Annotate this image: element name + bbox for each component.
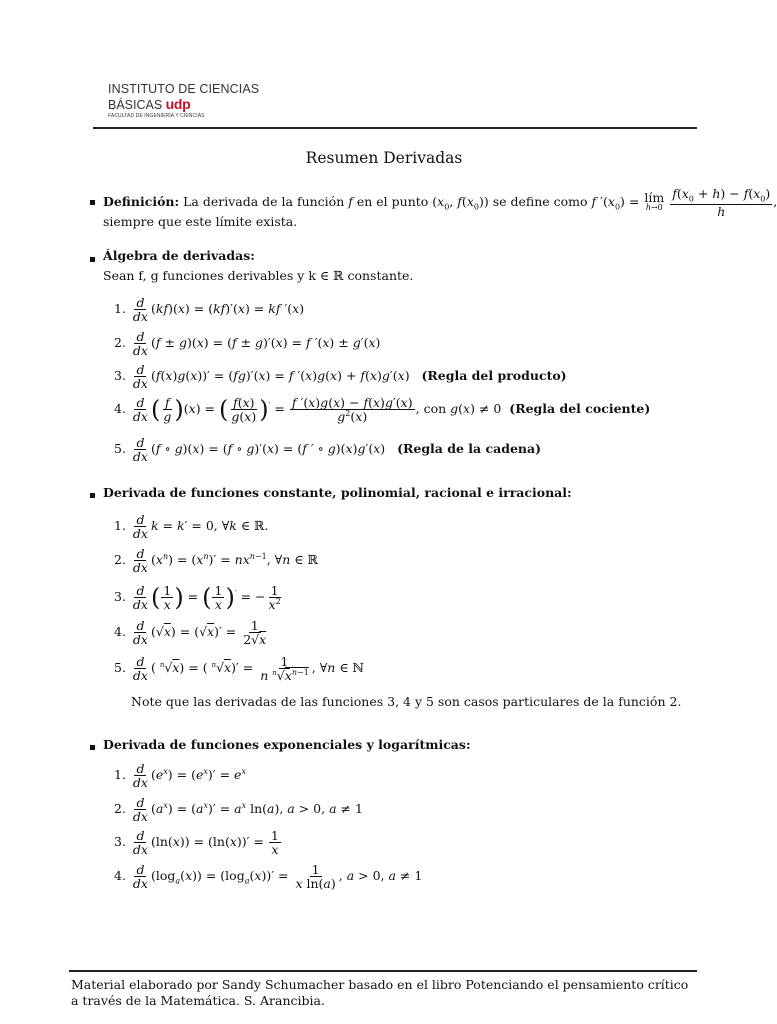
page-title: Resumen Derivadas [305,149,463,167]
udp-logo: udp [165,96,191,112]
institute-logo-line2: BÁSICAS udp [108,96,191,112]
item-number: 5. [114,660,126,676]
exponential-item-1: 1. $\frac{d}{dx}$ $(e^x) = (e^x)' = e^x$ [114,761,246,791]
item-number: 3. [114,368,126,384]
algebra-item-2: 2. $\frac{d}{dx}$ (f ± g)(x) = (f ± g)′(x) = f ′(x) ± g′(x) [114,329,381,359]
item-number: 2. [114,801,126,817]
item-number: 5. [114,441,126,457]
item-number: 2. [114,552,126,568]
algebra-item-1: 1. $\frac{d}{dx}$ (kf)(x) = (kf)′(x) = kf ′(x) [114,295,305,325]
definition-line: Definición: La derivada de la función f en el punto ($x_0$, $f(x_0)$) se define como f $'(x_0)$ = lím h→0 $\frac{f(x_0 + h) - f(x_0)}{h}$ , [103,186,777,219]
item-number: 1. [114,767,126,783]
definition-text-b: en el punto [356,194,429,209]
exponential-item-3: 3. $\frac{d}{dx}$ (ln(x)) = (ln(x))′ = $\frac{1}{x}$ [114,828,279,858]
bullet-icon [90,257,95,262]
definition-text-a: La derivada de la función [183,194,345,209]
polynomial-item-4: 4. $\frac{d}{dx}$ (√x) = (√x)′ = $\frac{1}{2√x}$ [114,618,267,648]
item-number: 4. [114,401,126,417]
algebra-heading: Álgebra de derivadas: [103,248,255,263]
bullet-icon [90,200,95,205]
item-number: 1. [114,518,126,534]
bullet-icon [90,745,95,750]
header-rule [93,127,697,129]
polynomial-item-1: 1. $\frac{d}{dx}$ k = k′ = 0, ∀k ∈ ℝ. [114,512,269,542]
footer-rule [69,970,697,972]
item-number: 4. [114,624,126,640]
institute-logo-line1: INSTITUTO DE CIENCIAS [108,82,260,96]
item-number: 2. [114,335,126,351]
chain-rule-label: (Regla de la cadena) [397,441,542,457]
algebra-item-3: 3. $\frac{d}{dx}$ (f(x)g(x))′ = (fg)′(x) = f ′(x)g(x) + f(x)g′(x) (Regla del producto) [114,362,567,392]
product-rule-label: (Regla del producto) [421,368,567,384]
footer-note: Material elaborado por Sandy Schumacher basado en el libro Potenciando el pensamiento crítico a través de la Matemática. S. Arancibia. [71,977,689,1008]
exponential-item-2: 2. $\frac{d}{dx}$ $(a^x) = (a^x)' = a^x$ ln(a), a > 0, a ≠ 1 [114,795,363,825]
algebra-intro: Sean f, g funciones derivables y k ∈ ℝ constante. [103,268,414,283]
item-number: 3. [114,589,126,605]
bullet-icon [90,493,95,498]
definition-condition: siempre que este límite exista. [103,214,298,229]
polynomial-item-5: 5. $\frac{d}{dx}$ ( $^n$√x) = ( $^n$√x)′ = $\frac{1}{n ^n√x^{n-1}}$ , ∀n ∈ ℕ [114,654,364,684]
polynomial-item-3: 3. $\frac{d}{dx}$ ( $\frac{1}{x}$ ) = ( $\frac{1}{x}$ )′ = − $\frac{1}{x^2}$ [114,583,281,613]
algebra-item-4: 4. $\frac{d}{dx}$ ( $\frac{f}{g}$ )(x) = ( $\frac{f(x)}{g(x)}$ )′ = $\frac{f '(x)g(x) - f(x)g'(x)}{g^2(x)}$ , con g(x) ≠ 0 (Regla del cociente) [114,395,651,425]
item-number: 4. [114,868,126,884]
definition-text-c: se define como [492,194,588,209]
polynomial-item-2: 2. $\frac{d}{dx}$ $(x^n) = (x^n)' = nx^{n-1}$, ∀n ∈ ℝ [114,546,318,576]
exponential-item-4: 4. $\frac{d}{dx}$ $(\log_a(x)) = (\log_a(x))'$ = $\frac{1}{\text{x ln(a)}}$ , a > 0, a ≠ 1 [114,862,423,892]
definition-heading: Definición: [103,194,180,209]
algebra-item-5: 5. $\frac{d}{dx}$ (f ∘ g)(x) = (f ∘ g)′(x) = (f ′ ∘ g)(x)g′(x) (Regla de la cadena) [114,435,542,465]
item-number: 1. [114,301,126,317]
institute-logo-line3: FACULTAD DE INGENIERÍA Y CIENCIAS [108,113,205,119]
polynomial-note: Note que las derivadas de las funciones 3, 4 y 5 son casos particulares de la función 2. [131,694,682,709]
exponential-heading: Derivada de funciones exponenciales y logarítmicas: [103,737,471,752]
item-number: 3. [114,834,126,850]
polynomial-heading: Derivada de funciones constante, polinomial, racional e irracional: [103,485,572,500]
quotient-rule-label: (Regla del cociente) [509,401,651,417]
